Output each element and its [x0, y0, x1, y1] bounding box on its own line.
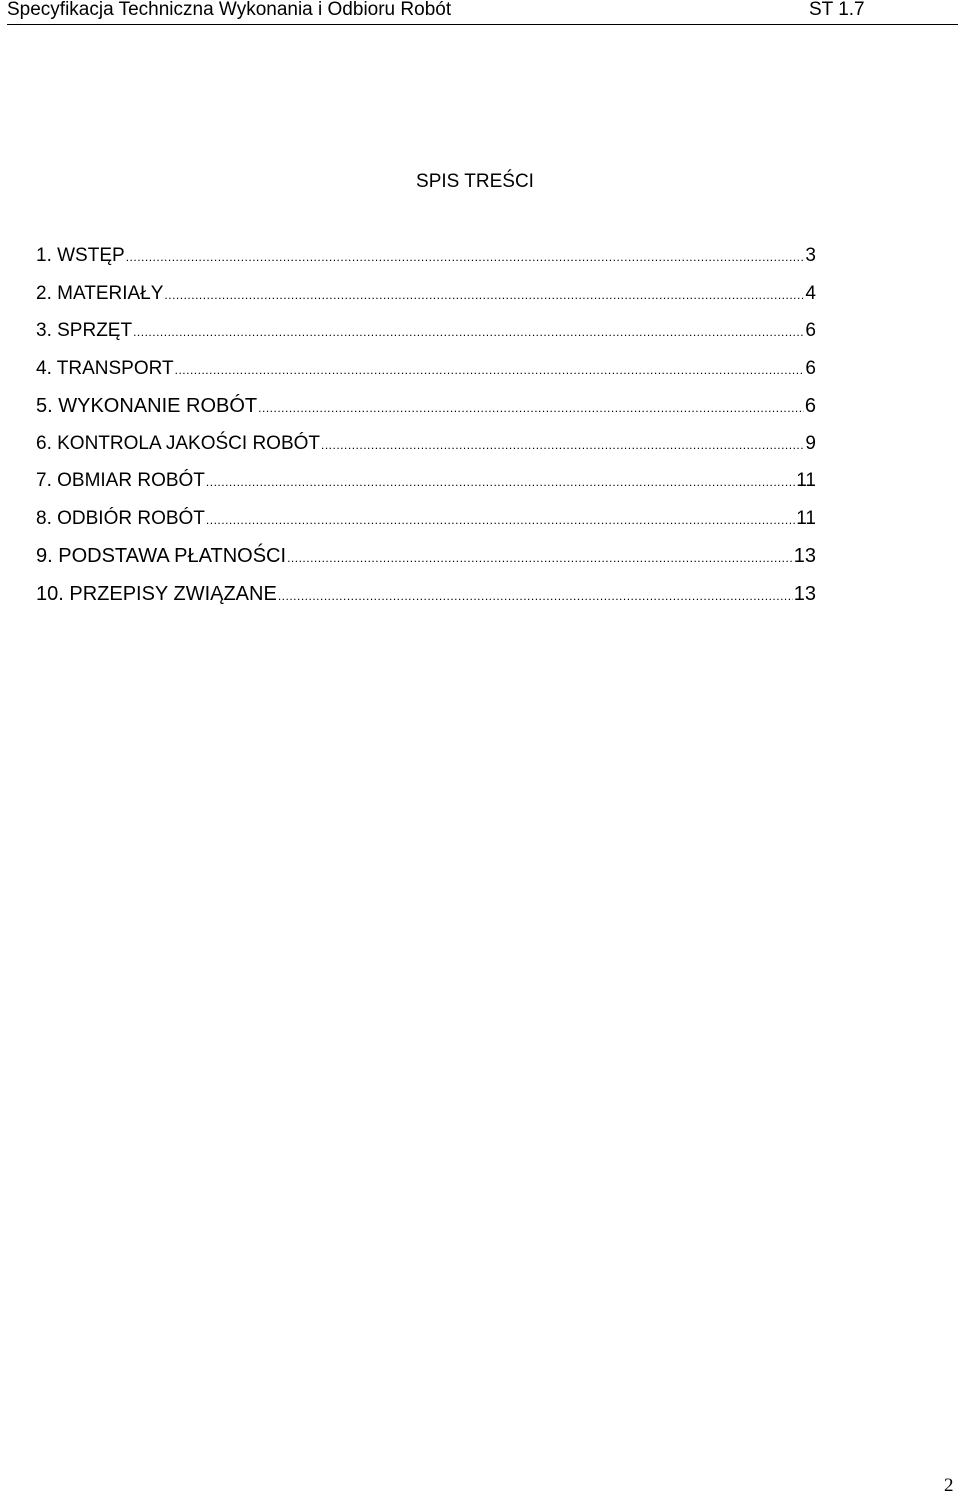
document-title: Specyfikacja Techniczna Wykonania i Odbioru Robót — [7, 0, 452, 20]
toc-leader-dots — [164, 282, 804, 308]
toc-entry-label: 5. WYKONANIE ROBÓT — [36, 395, 258, 417]
toc-entry-label: 1. WSTĘP — [36, 245, 125, 266]
toc-leader-dots — [258, 395, 804, 421]
toc-leader-dots — [133, 319, 804, 345]
toc-entry-page: 6 — [805, 357, 816, 379]
toc-entry[interactable] — [36, 393, 816, 431]
toc-entry-label: 6. KONTROLA JAKOŚCI ROBÓT — [36, 432, 321, 454]
toc-entry-label: 8. ODBIÓR ROBÓT — [36, 507, 205, 529]
toc-entry-label: 2. MATERIAŁY — [36, 282, 164, 304]
toc-entry[interactable] — [36, 506, 816, 544]
toc-entry-label: 7. OBMIAR ROBÓT — [36, 470, 205, 491]
toc-entry[interactable] — [36, 543, 816, 581]
toc-entry[interactable] — [36, 468, 816, 506]
toc-entry-page: 11 — [796, 507, 816, 529]
toc-leader-dots — [206, 469, 795, 495]
toc-entry-label: 9. PODSTAWA PŁATNOŚCI — [36, 545, 287, 567]
toc-entry-page: 13 — [793, 582, 816, 605]
toc-leader-dots — [278, 583, 793, 609]
toc-entry-page: 4 — [805, 282, 816, 304]
toc-entry-label: 3. SPRZĘT — [36, 320, 133, 341]
toc-entry-page: 9 — [805, 432, 816, 454]
toc-entry[interactable] — [36, 318, 816, 356]
toc-entry[interactable] — [36, 431, 816, 469]
toc-leader-dots — [126, 244, 805, 270]
toc-entry-page: 6 — [804, 395, 816, 417]
toc-entry-label: 10. PRZEPISY ZWIĄZANE — [36, 582, 277, 605]
toc-entry[interactable] — [36, 243, 816, 281]
toc-entry-page: 3 — [805, 245, 816, 266]
table-of-contents — [36, 243, 816, 618]
toc-leader-dots — [287, 545, 793, 571]
toc-entry-label: 4. TRANSPORT — [36, 357, 174, 379]
document-code: ST 1.7 — [809, 0, 865, 20]
toc-entry-page: 11 — [796, 470, 816, 491]
toc-heading: SPIS TREŚCI — [416, 171, 534, 192]
page-header — [7, 0, 958, 25]
toc-entry[interactable] — [36, 281, 816, 319]
toc-leader-dots — [321, 432, 804, 458]
toc-leader-dots — [175, 357, 805, 383]
toc-leader-dots — [206, 507, 795, 533]
toc-entry[interactable] — [36, 356, 816, 394]
page-number: 2 — [944, 1475, 954, 1496]
toc-entry-page: 13 — [793, 545, 816, 567]
toc-entry-page: 6 — [805, 320, 816, 341]
toc-entry[interactable] — [36, 581, 816, 619]
